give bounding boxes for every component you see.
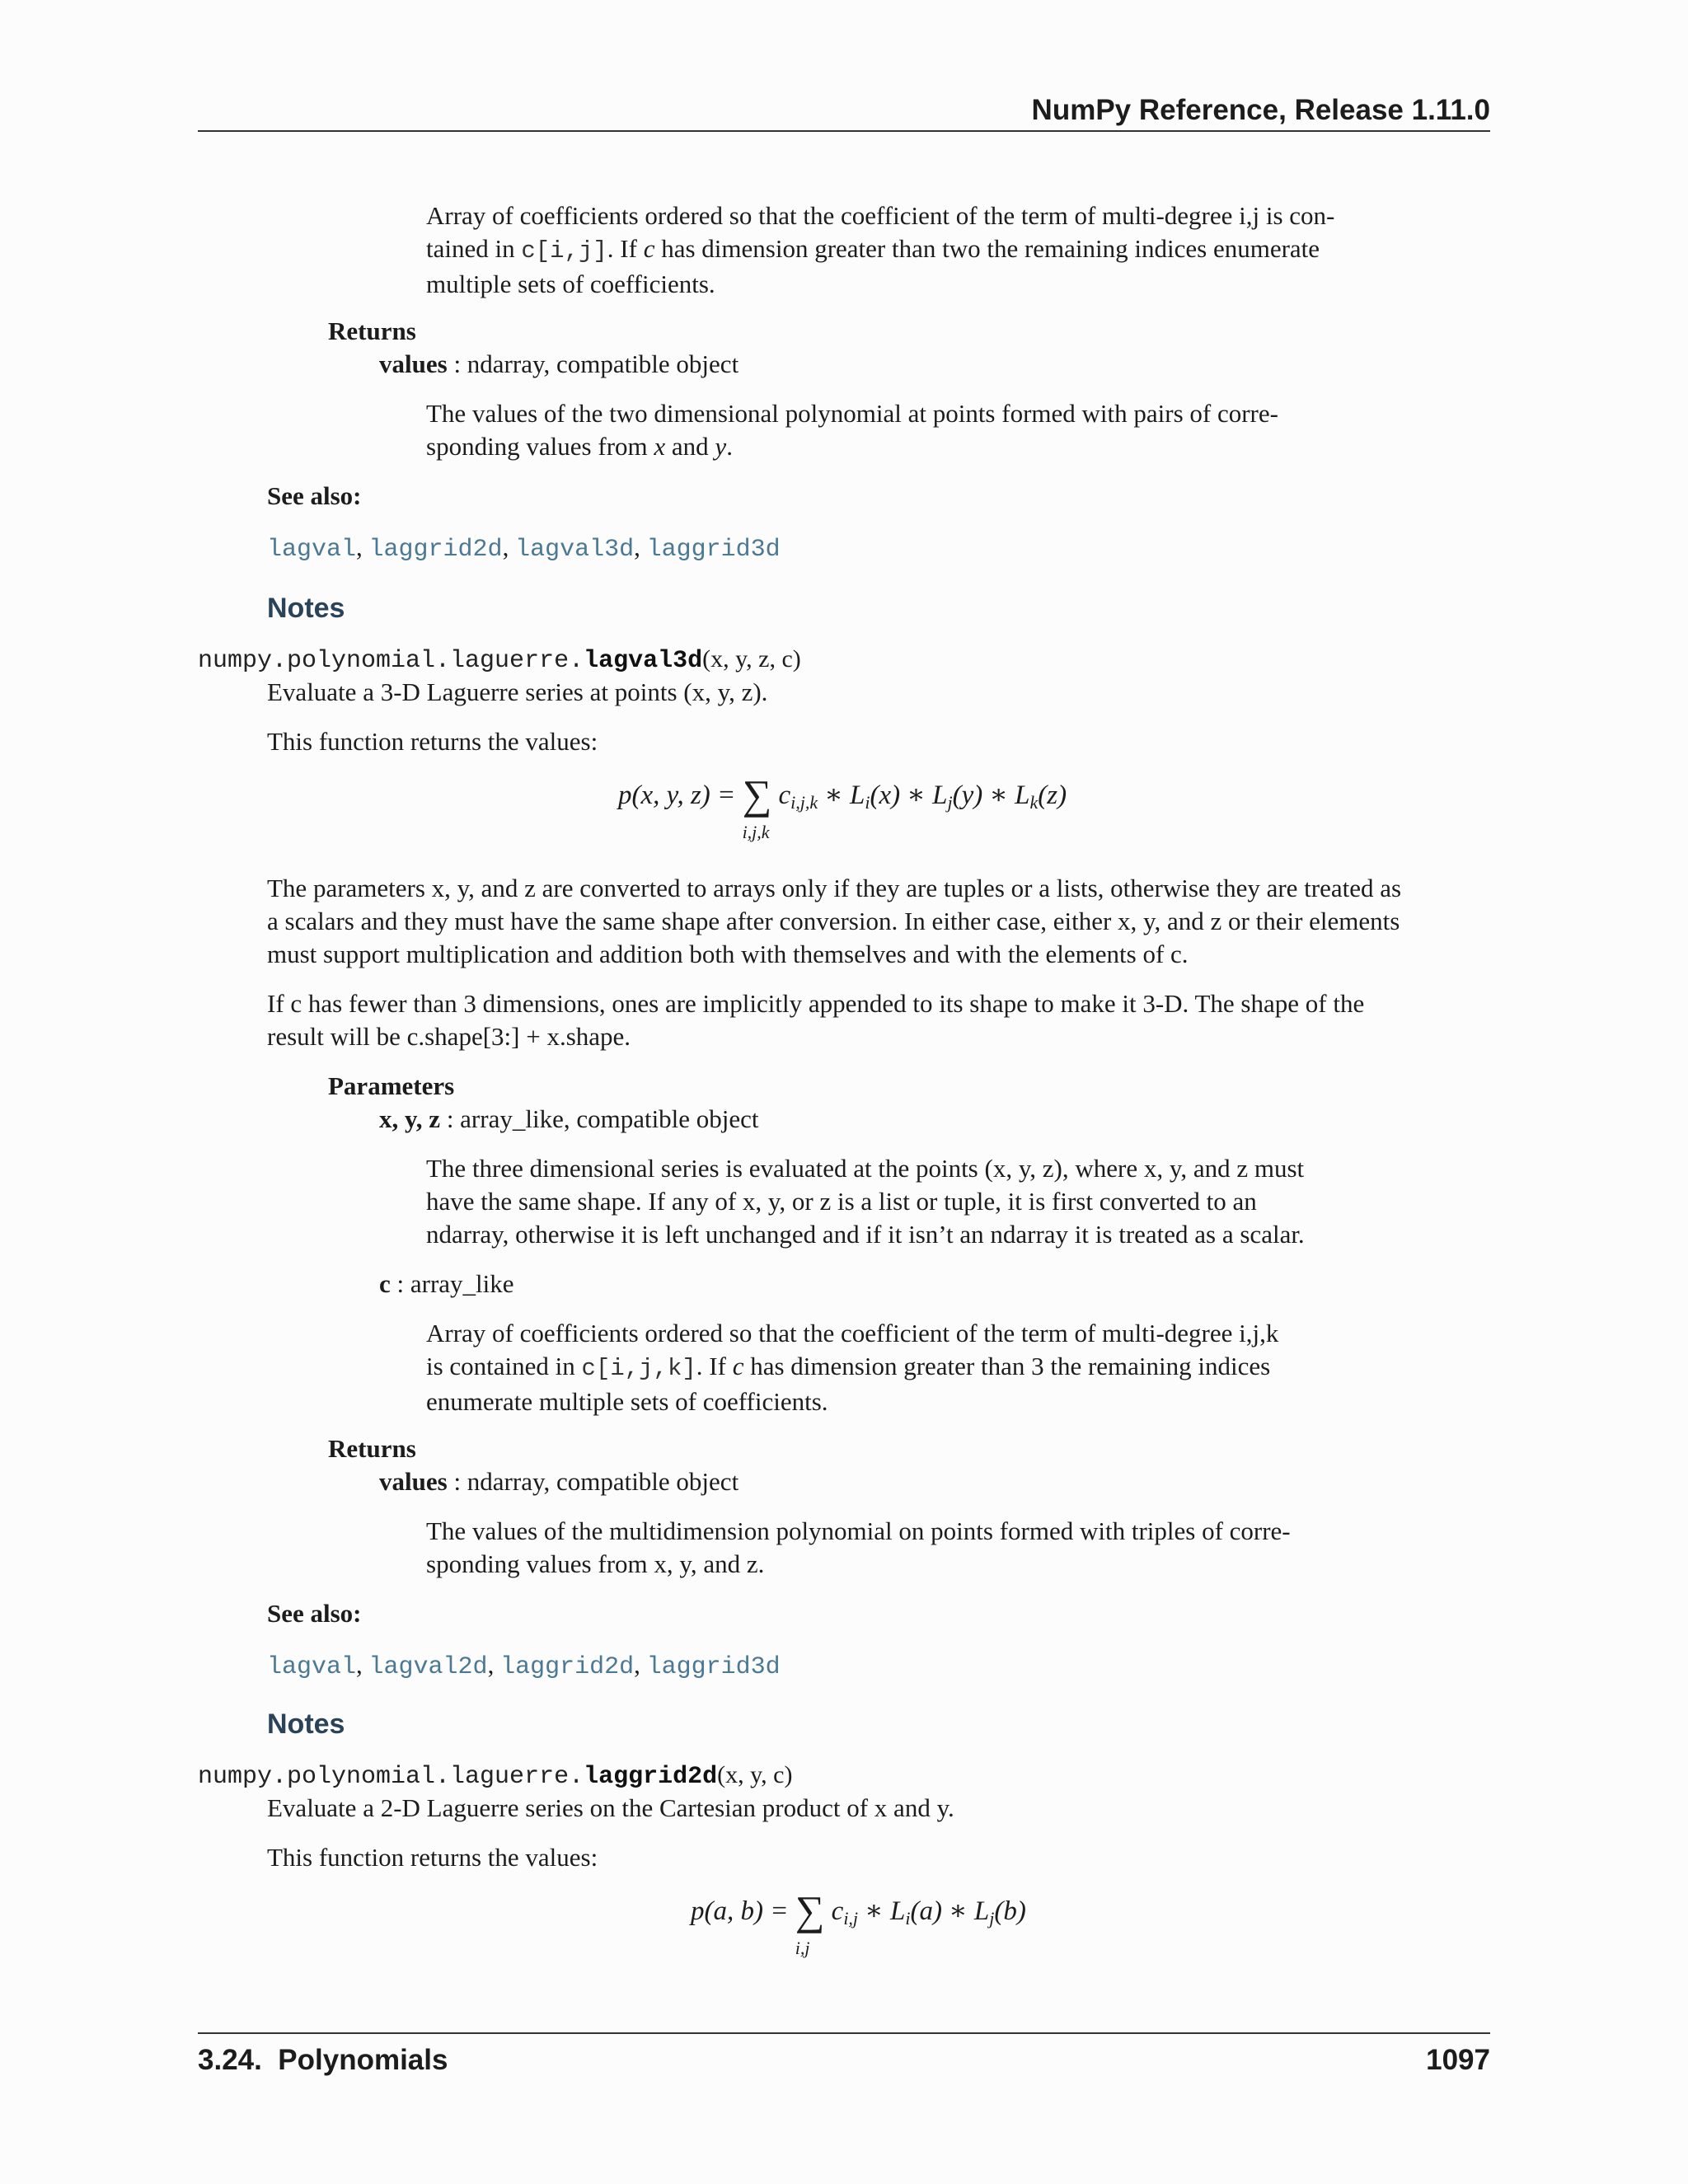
function-summary: Evaluate a 2-D Laguerre series on the Cartesian product of x and y. (267, 1793, 954, 1822)
returns-intro: This function returns the values: (267, 1843, 598, 1872)
function-name: laggrid2d (584, 1763, 718, 1791)
return-values-description: The values of the two dimensional polynomial at points formed with pairs of corre- sponding values from x and y. (426, 399, 1278, 461)
page-number: 1097 (1426, 2044, 1490, 2076)
function-signature-lagval3d (198, 643, 801, 677)
link-lagval2d[interactable]: lagval2d (368, 1653, 488, 1681)
inline-code: c[i,j,k] (581, 1355, 696, 1382)
param-xyz-line (379, 1103, 759, 1136)
sum-subscript: i,j,k (742, 822, 770, 842)
module-path: numpy.polynomial.laguerre. (198, 1763, 584, 1791)
see-also-links: lagval, laggrid2d, lagval3d, laggrid3d (267, 532, 781, 564)
text-line: multiple sets of coefficients. (426, 269, 715, 298)
return-type: : ndarray, compatible object (447, 1467, 739, 1496)
see-also-label: See also: (267, 1599, 362, 1628)
link-lagval[interactable]: lagval (267, 1653, 357, 1681)
link-lagval3d[interactable]: lagval3d (515, 536, 635, 564)
return-type: : ndarray, compatible object (447, 349, 739, 378)
link-laggrid2d[interactable]: laggrid2d (500, 1653, 635, 1681)
sum-subscript: i,j (795, 1938, 810, 1958)
return-name: values (379, 1467, 448, 1496)
function-args: (x, y, z, c) (702, 645, 801, 673)
return-values-line (379, 1465, 738, 1498)
module-path: numpy.polynomial.laguerre. (198, 647, 584, 675)
param-type: : array_like, compatible object (440, 1104, 759, 1133)
c-parameter-description (426, 199, 1382, 301)
function-args: (x, y, c) (717, 1761, 793, 1788)
function-signature-laggrid2d (198, 1759, 792, 1793)
footer-rule (198, 2032, 1490, 2034)
return-name: values (379, 349, 448, 378)
header-rule (198, 130, 1490, 132)
notes-heading: Notes (267, 1708, 345, 1740)
parameters-label: Parameters (328, 1071, 455, 1100)
text-line: Array of coefficients ordered so that the coefficient of the term of multi-degree i,j is con- (426, 201, 1335, 230)
formula-laggrid2d: p(a, b) = ∑ i,j $c_{i,j}$ ∗ $L_i(a)$ ∗ $L_j(b)$ (691, 1894, 1026, 1935)
param-name: x, y, z (379, 1104, 441, 1133)
link-laggrid3d[interactable]: laggrid3d (646, 536, 781, 564)
return-values-description: The values of the multidimension polynomial on points formed with triples of corre- sponding values from x, y, and z. (426, 1516, 1291, 1578)
return-values-line (379, 348, 738, 381)
link-lagval[interactable]: lagval (267, 536, 357, 564)
returns-label: Returns (328, 316, 416, 345)
footer-section-title: 3.24. Polynomials (198, 2044, 448, 2076)
param-type: : array_like (390, 1269, 514, 1298)
returns-intro: This function returns the values: (267, 727, 598, 756)
paragraph-parameters-conversion: The parameters x, y, and z are converted to arrays only if they are tuples or a lists, otherwise they are treated as a scalars and they must have the same shape after conversion. In either case, either x, y, and z or their elements must support multiplication and addition both with themselves and with the elements of c. (267, 874, 1402, 968)
param-xyz-description: The three dimensional series is evaluated at the points (x, y, z), where x, y, and z must have the same shape. If any of x, y, or z is a list or tuple, it is first converted to an ndarray, otherwise it is left unchanged and if it isn’t an ndarray it is treated as a scalar. (426, 1154, 1305, 1249)
param-c-line (379, 1268, 514, 1301)
see-also-label: See also: (267, 481, 362, 510)
param-name: c (379, 1269, 391, 1298)
formula-lagval3d: p(x, y, z) = ∑ i,j,k $c_{i,j,k}$ ∗ $L_i(x)$ ∗ $L_j(y)$ ∗ $L_k(z)$ (618, 778, 1067, 819)
see-also-links: lagval, lagval2d, laggrid2d, laggrid3d (267, 1650, 781, 1681)
param-c-description: Array of coefficients ordered so that the coefficient of the term of multi-degree i,j,k is contained in c[i,j,k]. If c has dimension greater than 3 the remaining indices enumerate multiple sets of coefficients. (426, 1319, 1279, 1416)
notes-heading: Notes (267, 593, 345, 624)
running-header-title: NumPy Reference, Release 1.11.0 (1031, 94, 1490, 126)
link-laggrid2d[interactable]: laggrid2d (368, 536, 503, 564)
function-name: lagval3d (584, 647, 703, 675)
inline-code: c[i,j] (521, 237, 607, 265)
text-line: tained in c[i,j]. If c has dimension greater than two the remaining indices enumerate (426, 234, 1320, 265)
link-laggrid3d[interactable]: laggrid3d (646, 1653, 781, 1681)
paragraph-dimensions: If c has fewer than 3 dimensions, ones are implicitly appended to its shape to make it 3-D. The shape of the result will be c.shape[3:] + x.shape. (267, 989, 1365, 1051)
function-summary: Evaluate a 3-D Laguerre series at points (x, y, z). (267, 677, 768, 706)
returns-label: Returns (328, 1434, 416, 1463)
